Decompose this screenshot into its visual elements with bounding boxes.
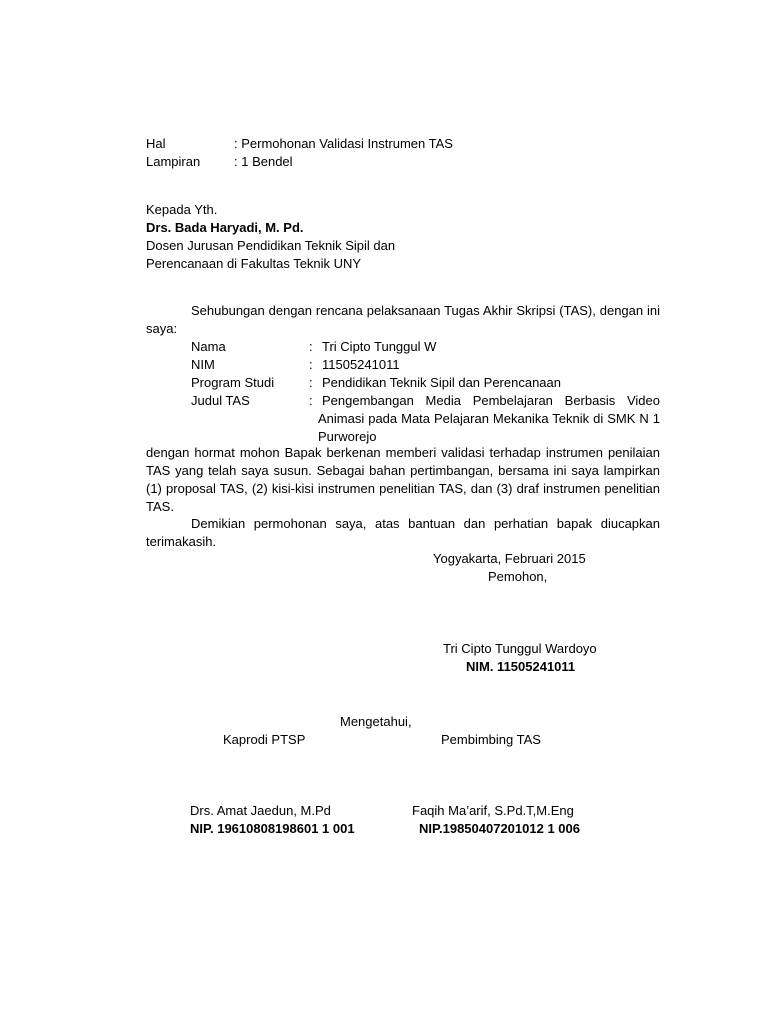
field-colon: : xyxy=(309,357,313,372)
hal-label: Hal xyxy=(146,136,166,151)
field-label-program-studi: Program Studi xyxy=(191,375,275,390)
recipient-name: Drs. Bada Haryadi, M. Pd. xyxy=(146,220,304,235)
field-colon: : xyxy=(309,375,313,390)
pembimbing-name: Faqih Ma’arif, S.Pd.T,M.Eng xyxy=(412,803,574,818)
kaprodi-role: Kaprodi PTSP xyxy=(223,732,306,747)
field-value-nama: Tri Cipto Tunggul W xyxy=(322,339,437,354)
request-paragraph: dengan hormat mohon Bapak berkenan memberi validasi terhadap instrumen penilaian TAS yang telah saya susun. Sebagai bahan pertimbangan, bersama ini saya lampirkan (1) proposal TAS, (2) kisi-kisi instrumen penelitian TAS, dan (3) draf instrumen penelitian TAS. xyxy=(146,445,660,514)
pembimbing-role: Pembimbing TAS xyxy=(441,732,541,747)
applicant-role: Pemohon, xyxy=(488,569,548,584)
field-label-judul-tas: Judul TAS xyxy=(191,393,250,408)
closing-paragraph: Demikian permohonan saya, atas bantuan dan perhatian bapak diucapkan terimakasih. xyxy=(146,516,660,549)
hal-value: : Permohonan Validasi Instrumen TAS xyxy=(234,136,453,151)
lampiran-value: : 1 Bendel xyxy=(234,154,293,169)
kaprodi-nip: NIP. 19610808198601 1 001 xyxy=(190,821,355,836)
lampiran-label: Lampiran xyxy=(146,154,201,169)
intro-paragraph: Sehubungan dengan rencana pelaksanaan Tugas Akhir Skripsi (TAS), dengan ini saya: xyxy=(146,303,660,336)
pembimbing-nip: NIP.19850407201012 1 006 xyxy=(419,821,580,836)
applicant-nim: NIM. 11505241011 xyxy=(466,659,576,674)
place-date: Yogyakarta, Februari 2015 xyxy=(433,551,586,566)
field-label-nama: Nama xyxy=(191,339,226,354)
field-label-nim: NIM xyxy=(191,357,215,372)
approval-title: Mengetahui, xyxy=(340,714,412,729)
kaprodi-name: Drs. Amat Jaedun, M.Pd xyxy=(190,803,331,818)
field-colon: : xyxy=(309,339,313,354)
field-value-program-studi: Pendidikan Teknik Sipil dan Perencanaan xyxy=(322,375,561,390)
applicant-name: Tri Cipto Tunggul Wardoyo xyxy=(443,641,597,656)
field-colon: : xyxy=(309,393,313,408)
field-value-judul-tas: Pengembangan Media Pembelajaran Berbasis Video Animasi pada Mata Pelajaran Mekanika Teknik di SMK N 1 Purworejo xyxy=(318,393,660,444)
recipient-position-line2: Perencanaan di Fakultas Teknik UNY xyxy=(146,256,362,271)
recipient-position-line1: Dosen Jurusan Pendidikan Teknik Sipil dan xyxy=(146,238,396,253)
field-value-nim: 11505241011 xyxy=(322,357,400,372)
greeting: Kepada Yth. xyxy=(146,202,218,217)
